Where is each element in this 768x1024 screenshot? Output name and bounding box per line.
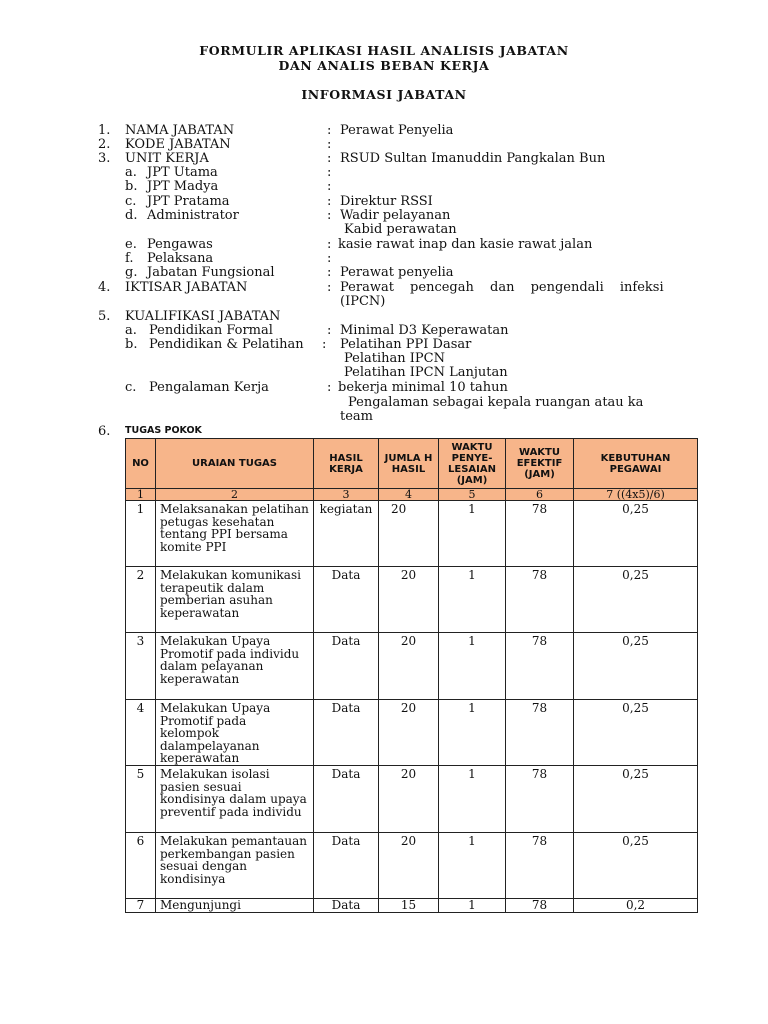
- table-row: [126, 833, 698, 899]
- cell-uraian: Melakukan Upaya Promotif pada kelompok dalampelayanan keperawatan: [156, 700, 314, 766]
- header-cell: URAIAN TUGAS: [156, 439, 314, 489]
- cell-kebutuhan: 0,25: [574, 501, 698, 567]
- cell-efektif: 78: [506, 501, 574, 567]
- cell-efektif: 78: [506, 899, 574, 913]
- section-title: INFORMASI JABATAN: [301, 87, 467, 102]
- index-cell: 1: [126, 489, 156, 501]
- cell-efektif: 78: [506, 766, 574, 833]
- cell-no: 2: [126, 567, 156, 633]
- cell-efektif: 78: [506, 567, 574, 633]
- header-cell: JUMLA H HASIL: [379, 439, 439, 489]
- table-row: [126, 501, 698, 567]
- cell-uraian: Melakukan Upaya Promotif pada individu dalam pelayanan keperawatan: [156, 633, 314, 700]
- cell-jumlah: 20: [379, 501, 439, 567]
- form-subtitle: DAN ANALIS BEBAN KERJA: [278, 58, 490, 73]
- cell-waktu: 1: [439, 633, 506, 700]
- cell-hasil: Data: [314, 700, 379, 766]
- cell-efektif: 78: [506, 700, 574, 766]
- cell-hasil: Data: [314, 899, 379, 913]
- form-title: FORMULIR APLIKASI HASIL ANALISIS JABATAN: [199, 43, 569, 58]
- table-row: [126, 633, 698, 700]
- cell-no: 1: [126, 501, 156, 567]
- cell-no: 6: [126, 833, 156, 899]
- index-cell: 3: [314, 489, 379, 501]
- table-row: [126, 567, 698, 633]
- header-cell: WAKTU EFEKTIF (JAM): [506, 439, 574, 489]
- header-cell: HASIL KERJA: [314, 439, 379, 489]
- cell-jumlah: 20: [379, 766, 439, 833]
- cell-hasil: Data: [314, 567, 379, 633]
- cell-jumlah: 20: [379, 700, 439, 766]
- cell-uraian: Melakukan pemantauan perkembangan pasien sesuai dengan kondisinya: [156, 833, 314, 899]
- header-cell: WAKTU PENYE- LESAIAN (JAM): [439, 439, 506, 489]
- index-cell: 7 ((4x5)/6): [574, 489, 698, 501]
- cell-no: 3: [126, 633, 156, 700]
- cell-waktu: 1: [439, 501, 506, 567]
- table-index-row: [126, 489, 698, 501]
- cell-efektif: 78: [506, 833, 574, 899]
- cell-no: 4: [126, 700, 156, 766]
- cell-hasil: Data: [314, 766, 379, 833]
- cell-waktu: 1: [439, 833, 506, 899]
- cell-waktu: 1: [439, 567, 506, 633]
- cell-uraian: Melakukan komunikasi terapeutik dalam pemberian asuhan keperawatan: [156, 567, 314, 633]
- index-cell: 6: [506, 489, 574, 501]
- index-cell: 2: [156, 489, 314, 501]
- tugas-pokok-heading: TUGAS POKOK: [125, 425, 202, 436]
- cell-uraian: Melaksanakan pelatihan petugas kesehatan tentang PPI bersama komite PPI: [156, 501, 314, 567]
- cell-waktu: 1: [439, 766, 506, 833]
- cell-kebutuhan: 0,2: [574, 899, 698, 913]
- cell-efektif: 78: [506, 633, 574, 700]
- cell-no: 5: [126, 766, 156, 833]
- cell-hasil: Data: [314, 633, 379, 700]
- cell-kebutuhan: 0,25: [574, 567, 698, 633]
- cell-jumlah: 20: [379, 567, 439, 633]
- cell-jumlah: 15: [379, 899, 439, 913]
- index-cell: 5: [439, 489, 506, 501]
- table-row: [126, 766, 698, 833]
- cell-waktu: 1: [439, 899, 506, 913]
- cell-waktu: 1: [439, 700, 506, 766]
- cell-kebutuhan: 0,25: [574, 700, 698, 766]
- index-cell: 4: [379, 489, 439, 501]
- cell-kebutuhan: 0,25: [574, 766, 698, 833]
- table-row: [126, 700, 698, 766]
- cell-jumlah: 20: [379, 833, 439, 899]
- header-cell: KEBUTUHAN PEGAWAI: [574, 439, 698, 489]
- table-row: [126, 899, 698, 913]
- table-header-row: [126, 439, 698, 489]
- cell-uraian: Mengunjungi: [156, 899, 314, 913]
- tugas-table: [125, 438, 698, 913]
- cell-hasil: Data: [314, 833, 379, 899]
- cell-jumlah: 20: [379, 633, 439, 700]
- cell-uraian: Melakukan isolasi pasien sesuai kondisinya dalam upaya preventif pada individu: [156, 766, 314, 833]
- cell-kebutuhan: 0,25: [574, 633, 698, 700]
- cell-kebutuhan: 0,25: [574, 833, 698, 899]
- cell-hasil: kegiatan: [314, 501, 379, 567]
- cell-no: 7: [126, 899, 156, 913]
- header-cell: NO: [126, 439, 156, 489]
